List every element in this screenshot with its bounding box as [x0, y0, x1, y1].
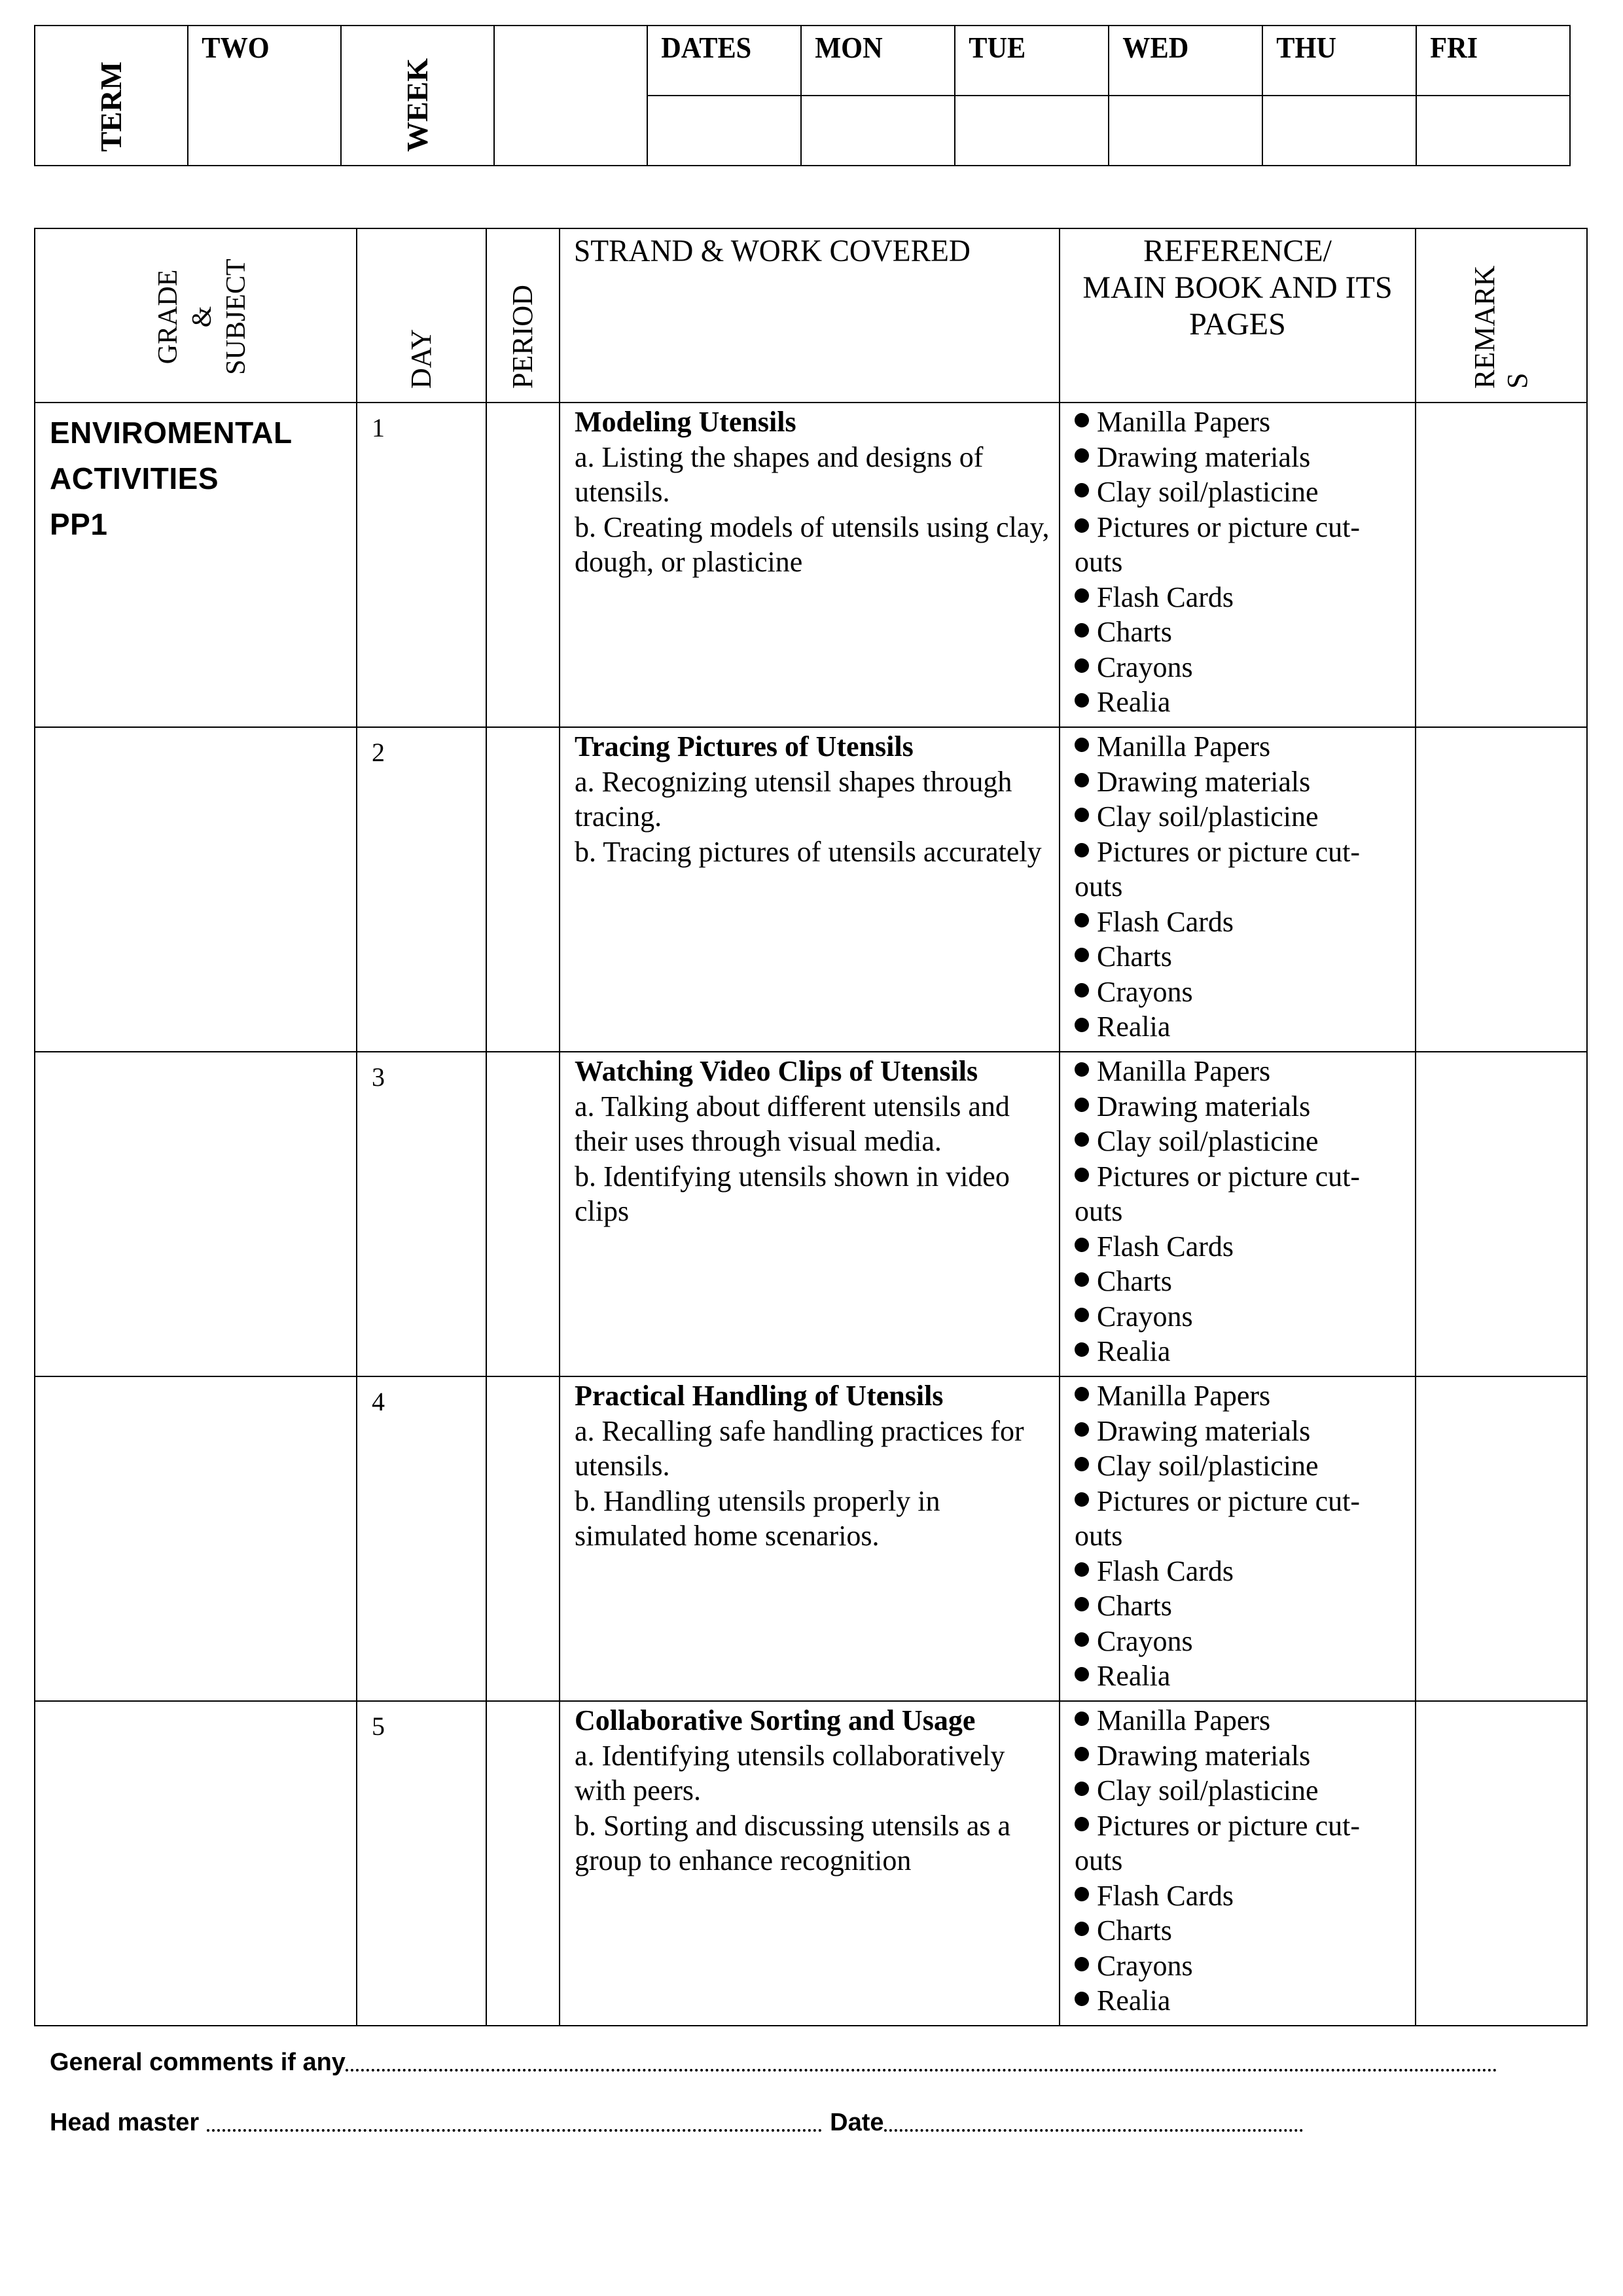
bullet-icon	[1075, 1422, 1089, 1437]
remarks-cell[interactable]	[1416, 403, 1587, 727]
day-header-fri	[1416, 26, 1570, 96]
bullet-icon	[1075, 1712, 1089, 1726]
bullet-icon	[1075, 1562, 1089, 1577]
reference-item: Pictures or picture cut-outs	[1075, 1160, 1360, 1227]
day-header	[357, 228, 486, 403]
remarks-cell[interactable]	[1416, 1052, 1587, 1376]
bullet-icon	[1075, 1098, 1089, 1112]
remarks-header	[1416, 228, 1587, 403]
bullet-icon	[1075, 1308, 1089, 1322]
bullet-icon	[1075, 1492, 1089, 1507]
bullet-icon	[1075, 1887, 1089, 1901]
reference-item: Crayons	[1075, 1624, 1407, 1659]
bullet-icon	[1075, 1817, 1089, 1831]
reference-item: Manilla Papers	[1075, 1054, 1407, 1089]
bullet-icon	[1075, 1387, 1089, 1401]
reference-item: Manilla Papers	[1075, 729, 1407, 764]
reference-item: Crayons	[1075, 975, 1407, 1010]
grade-subject-cell	[35, 403, 357, 727]
bullet-icon	[1075, 948, 1089, 962]
day-header-mon	[801, 26, 955, 96]
strand-header-label: STRAND & WORK COVERED	[573, 234, 971, 268]
period-header	[486, 228, 560, 403]
table-row	[35, 727, 1587, 1052]
grade-header-line: GRADE	[152, 269, 183, 365]
dates-value-cell[interactable]	[647, 96, 801, 166]
bullet-icon	[1075, 1597, 1089, 1611]
work-covered-cell	[560, 1052, 1060, 1376]
grade-subject-cell	[35, 1701, 357, 2026]
work-item-b: b. Creating models of utensils using clay, dough, or plasticine	[575, 511, 1050, 578]
term-value-cell[interactable]	[188, 26, 341, 166]
bullet-icon	[1075, 658, 1089, 673]
reference-item: Realia	[1075, 1983, 1407, 2018]
bullet-icon	[1075, 808, 1089, 822]
day-label: FRI	[1430, 31, 1478, 64]
table-row	[35, 1052, 1587, 1376]
reference-item: Drawing materials	[1075, 1089, 1407, 1124]
reference-item: Charts	[1075, 1588, 1407, 1624]
strand-title: Collaborative Sorting and Usage	[575, 1704, 976, 1736]
headmaster-signature-line	[50, 2109, 1303, 2137]
work-item-a: a. Listing the shapes and designs of utensils.	[575, 440, 984, 508]
bullet-icon	[1075, 448, 1089, 463]
bullet-icon	[1075, 773, 1089, 787]
day-cell: 1	[357, 403, 486, 727]
day-header-wed	[1109, 26, 1262, 96]
bullet-icon	[1075, 623, 1089, 637]
bullet-icon	[1075, 738, 1089, 752]
grade-subject-cell	[35, 1052, 357, 1376]
reference-item: Pictures or picture cut-outs	[1075, 1809, 1360, 1876]
reference-item: Clay soil/plasticine	[1075, 1448, 1407, 1484]
reference-item: Clay soil/plasticine	[1075, 1124, 1407, 1159]
bullet-icon	[1075, 1168, 1089, 1182]
reference-item: Pictures or picture cut-outs	[1075, 511, 1360, 578]
bullet-icon	[1075, 913, 1089, 927]
grade-subject-cell	[35, 727, 357, 1052]
work-item-b: b. Identifying utensils shown in video clips	[575, 1160, 1010, 1227]
ampersand-header-line: &	[187, 306, 217, 328]
date-cell-fri[interactable]	[1416, 96, 1570, 166]
reference-item: Crayons	[1075, 1299, 1407, 1335]
day-header-tue	[955, 26, 1109, 96]
reference-item: Crayons	[1075, 1948, 1407, 1984]
remarks-header-line: S	[1501, 372, 1533, 389]
general-comments-line	[50, 2049, 1497, 2077]
grade-subject-cell	[35, 1376, 357, 1701]
work-item-a: a. Identifying utensils collaboratively with peers.	[575, 1739, 1005, 1806]
week-value	[495, 26, 634, 33]
reference-cell	[1060, 1701, 1416, 2026]
table-row	[35, 1376, 1587, 1701]
bullet-icon	[1075, 1018, 1089, 1032]
work-item-b: b. Sorting and discussing utensils as a group to enhance recognition	[575, 1809, 1011, 1876]
day-header-label: DAY	[405, 329, 437, 389]
strand-title: Practical Handling of Utensils	[575, 1380, 944, 1412]
bullet-icon	[1075, 1632, 1089, 1647]
reference-item: Crayons	[1075, 650, 1407, 685]
date-cell-wed[interactable]	[1109, 96, 1262, 166]
week-value-cell[interactable]	[494, 26, 647, 166]
reference-item: Realia	[1075, 685, 1407, 720]
date-label: Date	[830, 2109, 884, 2136]
date-field[interactable]	[884, 2129, 1303, 2132]
bullet-icon	[1075, 1992, 1089, 2006]
reference-item: Pictures or picture cut-outs	[1075, 1484, 1360, 1552]
week-label-cell	[341, 26, 494, 166]
period-cell[interactable]	[486, 1376, 560, 1701]
work-covered-cell	[560, 403, 1060, 727]
work-item-a: a. Recognizing utensil shapes through tracing.	[575, 765, 1012, 833]
bullet-icon	[1075, 1747, 1089, 1761]
day-label: MON	[815, 31, 883, 64]
bullet-icon	[1075, 588, 1089, 603]
bullet-icon	[1075, 1238, 1089, 1252]
grade-line: PP1	[50, 507, 108, 541]
day-header-thu	[1262, 26, 1416, 96]
period-cell[interactable]	[486, 1701, 560, 2026]
work-covered-cell	[560, 1701, 1060, 2026]
reference-item: Flash Cards	[1075, 1554, 1407, 1589]
term-week-dates-table	[34, 25, 1571, 166]
general-comments-field[interactable]	[346, 2069, 1497, 2072]
reference-item: Realia	[1075, 1659, 1407, 1694]
period-cell[interactable]	[486, 727, 560, 1052]
bullet-icon	[1075, 1782, 1089, 1796]
work-item-a: a. Talking about different utensils and their uses through visual media.	[575, 1090, 1010, 1157]
week-label: WEEK	[401, 58, 434, 152]
bullet-icon	[1075, 843, 1089, 857]
headmaster-label: Head master	[50, 2109, 200, 2136]
term-value: TWO	[202, 31, 270, 64]
strand-title: Watching Video Clips of Utensils	[575, 1055, 978, 1087]
work-item-b: b. Tracing pictures of utensils accurately	[575, 835, 1042, 868]
term-label: TERM	[94, 62, 128, 152]
day-label: WED	[1122, 31, 1189, 64]
period-cell[interactable]	[486, 1052, 560, 1376]
period-header-label: PERIOD	[507, 285, 539, 389]
reference-cell	[1060, 403, 1416, 727]
day-cell: 3	[357, 1052, 486, 1376]
reference-item: Drawing materials	[1075, 440, 1407, 475]
reference-item: Flash Cards	[1075, 905, 1407, 940]
reference-cell	[1060, 1376, 1416, 1701]
work-item-a: a. Recalling safe handling practices for utensils.	[575, 1414, 1024, 1482]
bullet-icon	[1075, 1132, 1089, 1147]
term-label-cell	[35, 26, 188, 166]
day-cell: 4	[357, 1376, 486, 1701]
reference-cell	[1060, 1052, 1416, 1376]
work-covered-cell	[560, 1376, 1060, 1701]
strand-title: Modeling Utensils	[575, 406, 796, 438]
date-cell-thu[interactable]	[1262, 96, 1416, 166]
work-covered-cell	[560, 727, 1060, 1052]
date-cell-mon[interactable]	[801, 96, 955, 166]
reference-item: Charts	[1075, 615, 1407, 650]
reference-item: Manilla Papers	[1075, 1378, 1407, 1414]
bullet-icon	[1075, 1062, 1089, 1077]
bullet-icon	[1075, 1667, 1089, 1681]
scheme-of-work-table	[34, 228, 1588, 2026]
strand-header	[560, 228, 1060, 403]
bullet-icon	[1075, 1957, 1089, 1971]
reference-item: Realia	[1075, 1009, 1407, 1045]
bullet-icon	[1075, 1272, 1089, 1287]
subject-line: ENVIROMENTAL	[50, 416, 293, 450]
reference-item: Manilla Papers	[1075, 404, 1407, 440]
reference-cell	[1060, 727, 1416, 1052]
subject-line: ACTIVITIES	[50, 461, 219, 495]
remarks-header-line: REMARK	[1469, 265, 1501, 389]
reference-item: Flash Cards	[1075, 1878, 1407, 1914]
table-row	[35, 1701, 1587, 2026]
bullet-icon	[1075, 483, 1089, 497]
work-item-b: b. Handling utensils properly in simulated home scenarios.	[575, 1484, 940, 1552]
reference-item: Charts	[1075, 1913, 1407, 1948]
reference-header-line: REFERENCE/	[1143, 234, 1332, 268]
date-cell-tue[interactable]	[955, 96, 1109, 166]
reference-header	[1060, 228, 1416, 403]
day-label: TUE	[969, 31, 1026, 64]
reference-item: Drawing materials	[1075, 764, 1407, 800]
grade-subject-header	[35, 228, 357, 403]
bullet-icon	[1075, 693, 1089, 708]
remarks-cell[interactable]	[1416, 727, 1587, 1052]
reference-item: Pictures or picture cut-outs	[1075, 835, 1360, 903]
bullet-icon	[1075, 1457, 1089, 1471]
reference-item: Clay soil/plasticine	[1075, 799, 1407, 834]
reference-item: Flash Cards	[1075, 1229, 1407, 1265]
reference-item: Charts	[1075, 1264, 1407, 1299]
headmaster-signature-field[interactable]	[207, 2129, 822, 2132]
bullet-icon	[1075, 518, 1089, 533]
table-row	[35, 403, 1587, 727]
general-comments-label: General comments if any	[50, 2049, 346, 2076]
reference-header-line: PAGES	[1189, 307, 1286, 342]
bullet-icon	[1075, 1922, 1089, 1936]
day-cell: 5	[357, 1701, 486, 2026]
reference-item: Clay soil/plasticine	[1075, 475, 1407, 510]
period-cell[interactable]	[486, 403, 560, 727]
strand-title: Tracing Pictures of Utensils	[575, 730, 914, 762]
dates-label: DATES	[661, 31, 752, 64]
subject-header-line: SUBJECT	[221, 259, 251, 375]
reference-item: Drawing materials	[1075, 1414, 1407, 1449]
reference-item: Manilla Papers	[1075, 1703, 1407, 1738]
bullet-icon	[1075, 1342, 1089, 1357]
reference-item: Flash Cards	[1075, 580, 1407, 615]
reference-header-line: MAIN BOOK AND ITS	[1082, 270, 1393, 305]
dates-label-cell	[647, 26, 801, 96]
reference-item: Charts	[1075, 939, 1407, 975]
bullet-icon	[1075, 983, 1089, 997]
day-cell: 2	[357, 727, 486, 1052]
reference-item: Drawing materials	[1075, 1738, 1407, 1774]
day-label: THU	[1276, 31, 1336, 64]
bullet-icon	[1075, 413, 1089, 427]
remarks-cell[interactable]	[1416, 1376, 1587, 1701]
remarks-cell[interactable]	[1416, 1701, 1587, 2026]
reference-item: Realia	[1075, 1334, 1407, 1369]
reference-item: Clay soil/plasticine	[1075, 1773, 1407, 1808]
